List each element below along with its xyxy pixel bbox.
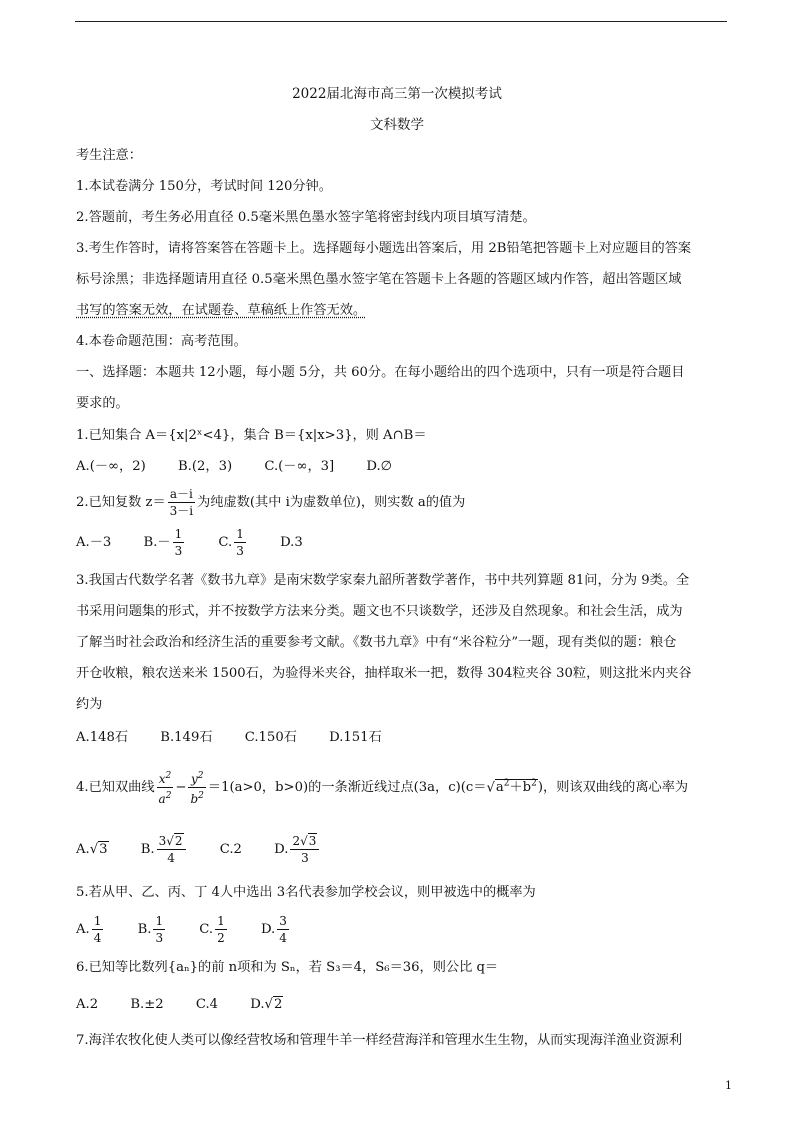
q3-option-b: B.149石 xyxy=(160,730,213,745)
q2-option-c-num: 1 xyxy=(236,527,244,541)
q4-mid: (a>0，b>0)的一条渐近线过点(3a，c)(c＝ xyxy=(229,780,487,795)
q5-option-a xyxy=(76,913,105,946)
q4-option-c: C.2 xyxy=(219,842,242,857)
q6-option-c: C.4 xyxy=(195,997,219,1012)
q5-option-a-label: A. xyxy=(76,922,90,937)
q5-stem: 5.若从甲、乙、丙、丁 4人中选出 3名代表参加学校会议，则甲被选中的概率为 xyxy=(76,885,536,900)
q3-option-c: C.150石 xyxy=(244,730,297,745)
q3-option-d: D.151石 xyxy=(329,730,382,745)
q2-fraction-num: a－i xyxy=(168,486,195,503)
q4-option-b-label: B. xyxy=(140,842,155,857)
q5-option-d-label: D. xyxy=(260,922,276,937)
q1-options xyxy=(76,458,420,476)
q5-option-c-den: 2 xyxy=(217,931,225,945)
q4-option-b xyxy=(141,833,188,866)
q2-fraction-den: 3－i xyxy=(169,504,194,518)
q5-option-b-num: 1 xyxy=(155,914,164,928)
q3-line-3: 了解当时社会政治和经济生活的重要参考文献。《数书九章》中有“米谷粒分”一题，现有类似的题：粮仓 xyxy=(76,635,677,650)
q5-option-c-label: C. xyxy=(199,922,214,937)
q5-option-a-num: 1 xyxy=(93,914,102,928)
q2-option-d: D.3 xyxy=(280,535,303,550)
q3-line-5: 约为 xyxy=(76,697,103,712)
q6-stem: 6.已知等比数列{aₙ}的前 n项和为 Sₙ，若 S₃＝4，S₆＝36，则公比 q＝ xyxy=(76,960,499,975)
q2-suffix: 为纯虚数(其中 i为虚数单位)，则实数 a的值为 xyxy=(197,495,466,510)
q5-option-a-den: 4 xyxy=(93,931,102,945)
q4-option-d-label: D. xyxy=(274,842,289,857)
q4-option-b-frac xyxy=(157,833,186,866)
q2-fraction xyxy=(168,486,195,519)
q2-option-b-frac xyxy=(173,526,185,559)
notes-heading: 考生注意： xyxy=(76,148,142,163)
page-number: 1 xyxy=(725,1079,732,1092)
q5-option-d-frac xyxy=(277,913,289,946)
q4-option-a-value: √3 xyxy=(89,842,108,857)
q3-option-a: A.148石 xyxy=(76,730,129,745)
q4-option-d-num: 2√3 xyxy=(290,833,319,850)
q5-option-b-label: B. xyxy=(137,922,152,937)
q2-option-b-label: B.－ xyxy=(143,535,171,550)
q4-suffix: )，则该双曲线的离心率为 xyxy=(537,780,689,795)
q7-line-1: 7.海洋农牧化使人类可以像经营牧场和管理牛羊一样经营海洋和管理水生生物，从而实现海洋渔业资源利 xyxy=(76,1033,683,1048)
note-3-line-2: 标号涂黑；非选择题请用直径 0.5毫米黑色墨水签字笔在答题卡上各题的答题区域内作答，超出答题区域 xyxy=(76,272,682,287)
q5-option-c xyxy=(199,913,228,946)
section-heading: 一、选择题：本题共 12小题，每小题 5分，共 60分。在每小题给出的四个选项中，只有一项是符合题目 xyxy=(76,365,685,380)
q4-prefix: 4.已知双曲线 xyxy=(76,780,155,795)
header-rule xyxy=(75,21,727,22)
q4-x-den: $a^2$ xyxy=(158,791,172,806)
q5-option-b xyxy=(138,913,168,946)
q3-line-2: 书采用问题集的形式，并不按数学方法来分类。题文也不只谈数学，还涉及自然现象。和社会生活，成为 xyxy=(76,604,683,619)
q4-option-a xyxy=(76,842,109,858)
q6-option-d-value: √2 xyxy=(264,997,283,1012)
exam-title: 2022届北海市高三第一次模拟考试 xyxy=(292,86,502,102)
q1-option-d: D.∅ xyxy=(366,459,393,474)
q5-option-d-den: 4 xyxy=(279,931,287,945)
q5-option-c-frac xyxy=(215,913,227,946)
q4-y-den: $b^2$ xyxy=(190,791,204,806)
q2-stem xyxy=(76,486,465,519)
note-2: 2.答题前，考生务必用直径 0.5毫米黑色墨水签字笔将密封线内项目填写清楚。 xyxy=(76,210,536,225)
q5-option-d xyxy=(261,913,291,946)
q5-option-b-frac xyxy=(153,913,165,946)
q1-option-b: B.(2，3) xyxy=(177,459,233,474)
q5-option-a-frac xyxy=(92,913,104,946)
q5-option-b-den: 3 xyxy=(155,931,164,945)
q2-prefix: 2.已知复数 z＝ xyxy=(76,495,166,510)
q6-option-b: B.±2 xyxy=(130,997,164,1012)
q4-y-frac xyxy=(188,768,205,807)
q1-stem: 1.已知集合 A＝{x|2ˣ<4}，集合 B＝{x|x>3}，则 A∩B＝ xyxy=(76,428,427,443)
q4-sqrt: $√a^2+b^2$ xyxy=(486,778,537,795)
note-1: 1.本试卷满分 150分，考试时间 120分钟。 xyxy=(76,179,332,194)
q6-options xyxy=(76,996,311,1014)
note-4: 4.本卷命题范围：高考范围。 xyxy=(76,334,247,349)
q4-options xyxy=(76,833,349,866)
q2-option-b xyxy=(144,526,187,559)
q4-stem: 4.已知双曲线 $\frac{x^2}{a^2}$ − $\frac{y^2}{b^2}$ ＝1(a>0，b>0)的一条渐近线过点(3a，$c)(c=√a^2+b^2)$，则该双曲线的离心率为 xyxy=(76,768,688,807)
q5-option-c-num: 1 xyxy=(217,914,225,928)
q3-line-4: 开仓收粮，粮农送来米 1500石，为验得米夹谷，抽样取米一把，数得 304粒夹谷 30粒，则这批米内夹谷 xyxy=(76,666,692,681)
q6-option-a: A.2 xyxy=(76,997,99,1012)
q2-option-c-label: C. xyxy=(218,535,233,550)
q4-option-b-den: 4 xyxy=(167,851,175,865)
q4-option-a-label: A. xyxy=(76,842,90,857)
q2-option-b-den: 3 xyxy=(174,544,183,558)
q5-option-d-num: 3 xyxy=(279,914,287,928)
q2-option-b-num: 1 xyxy=(174,527,183,541)
note-3-line-1: 3.考生作答时，请将答案答在答题卡上。选择题每小题选出答案后，用 2B铅笔把答题卡上对应题目的答案 xyxy=(76,241,692,256)
q3-line-1: 3.我国古代数学名著《数书九章》是南宋数学家秦九韶所著数学著作，书中共列算题 81问，分为 9类。全 xyxy=(76,573,690,588)
q3-options xyxy=(76,729,410,747)
q2-option-a: A.－3 xyxy=(76,535,112,550)
q2-option-c-den: 3 xyxy=(236,544,244,558)
note-3-line-3: 书写的答案无效，在试题卷、草稿纸上作答无效。 xyxy=(76,303,367,318)
q6-option-d xyxy=(250,996,283,1014)
q2-option-c xyxy=(218,526,247,559)
q4-x-frac xyxy=(157,768,174,807)
q4-option-d-frac xyxy=(290,833,319,866)
q2-option-c-frac xyxy=(234,526,246,559)
q1-option-c: C.(－∞，3] xyxy=(264,459,335,474)
exam-subject: 文科数学 xyxy=(370,117,424,133)
q4-option-b-num: 3√2 xyxy=(157,833,186,850)
section-heading-cont: 要求的。 xyxy=(76,396,129,411)
q2-options xyxy=(76,526,331,559)
q5-options xyxy=(76,913,319,946)
q4-x-num: $x^2$ xyxy=(157,768,174,788)
q6-option-d-label: D. xyxy=(250,997,265,1012)
q4-y-num: $y^2$ xyxy=(188,768,205,788)
q4-option-d-den: 3 xyxy=(301,851,309,865)
q4-option-d xyxy=(274,833,321,866)
q1-option-a: A.(－∞，2) xyxy=(76,459,146,474)
